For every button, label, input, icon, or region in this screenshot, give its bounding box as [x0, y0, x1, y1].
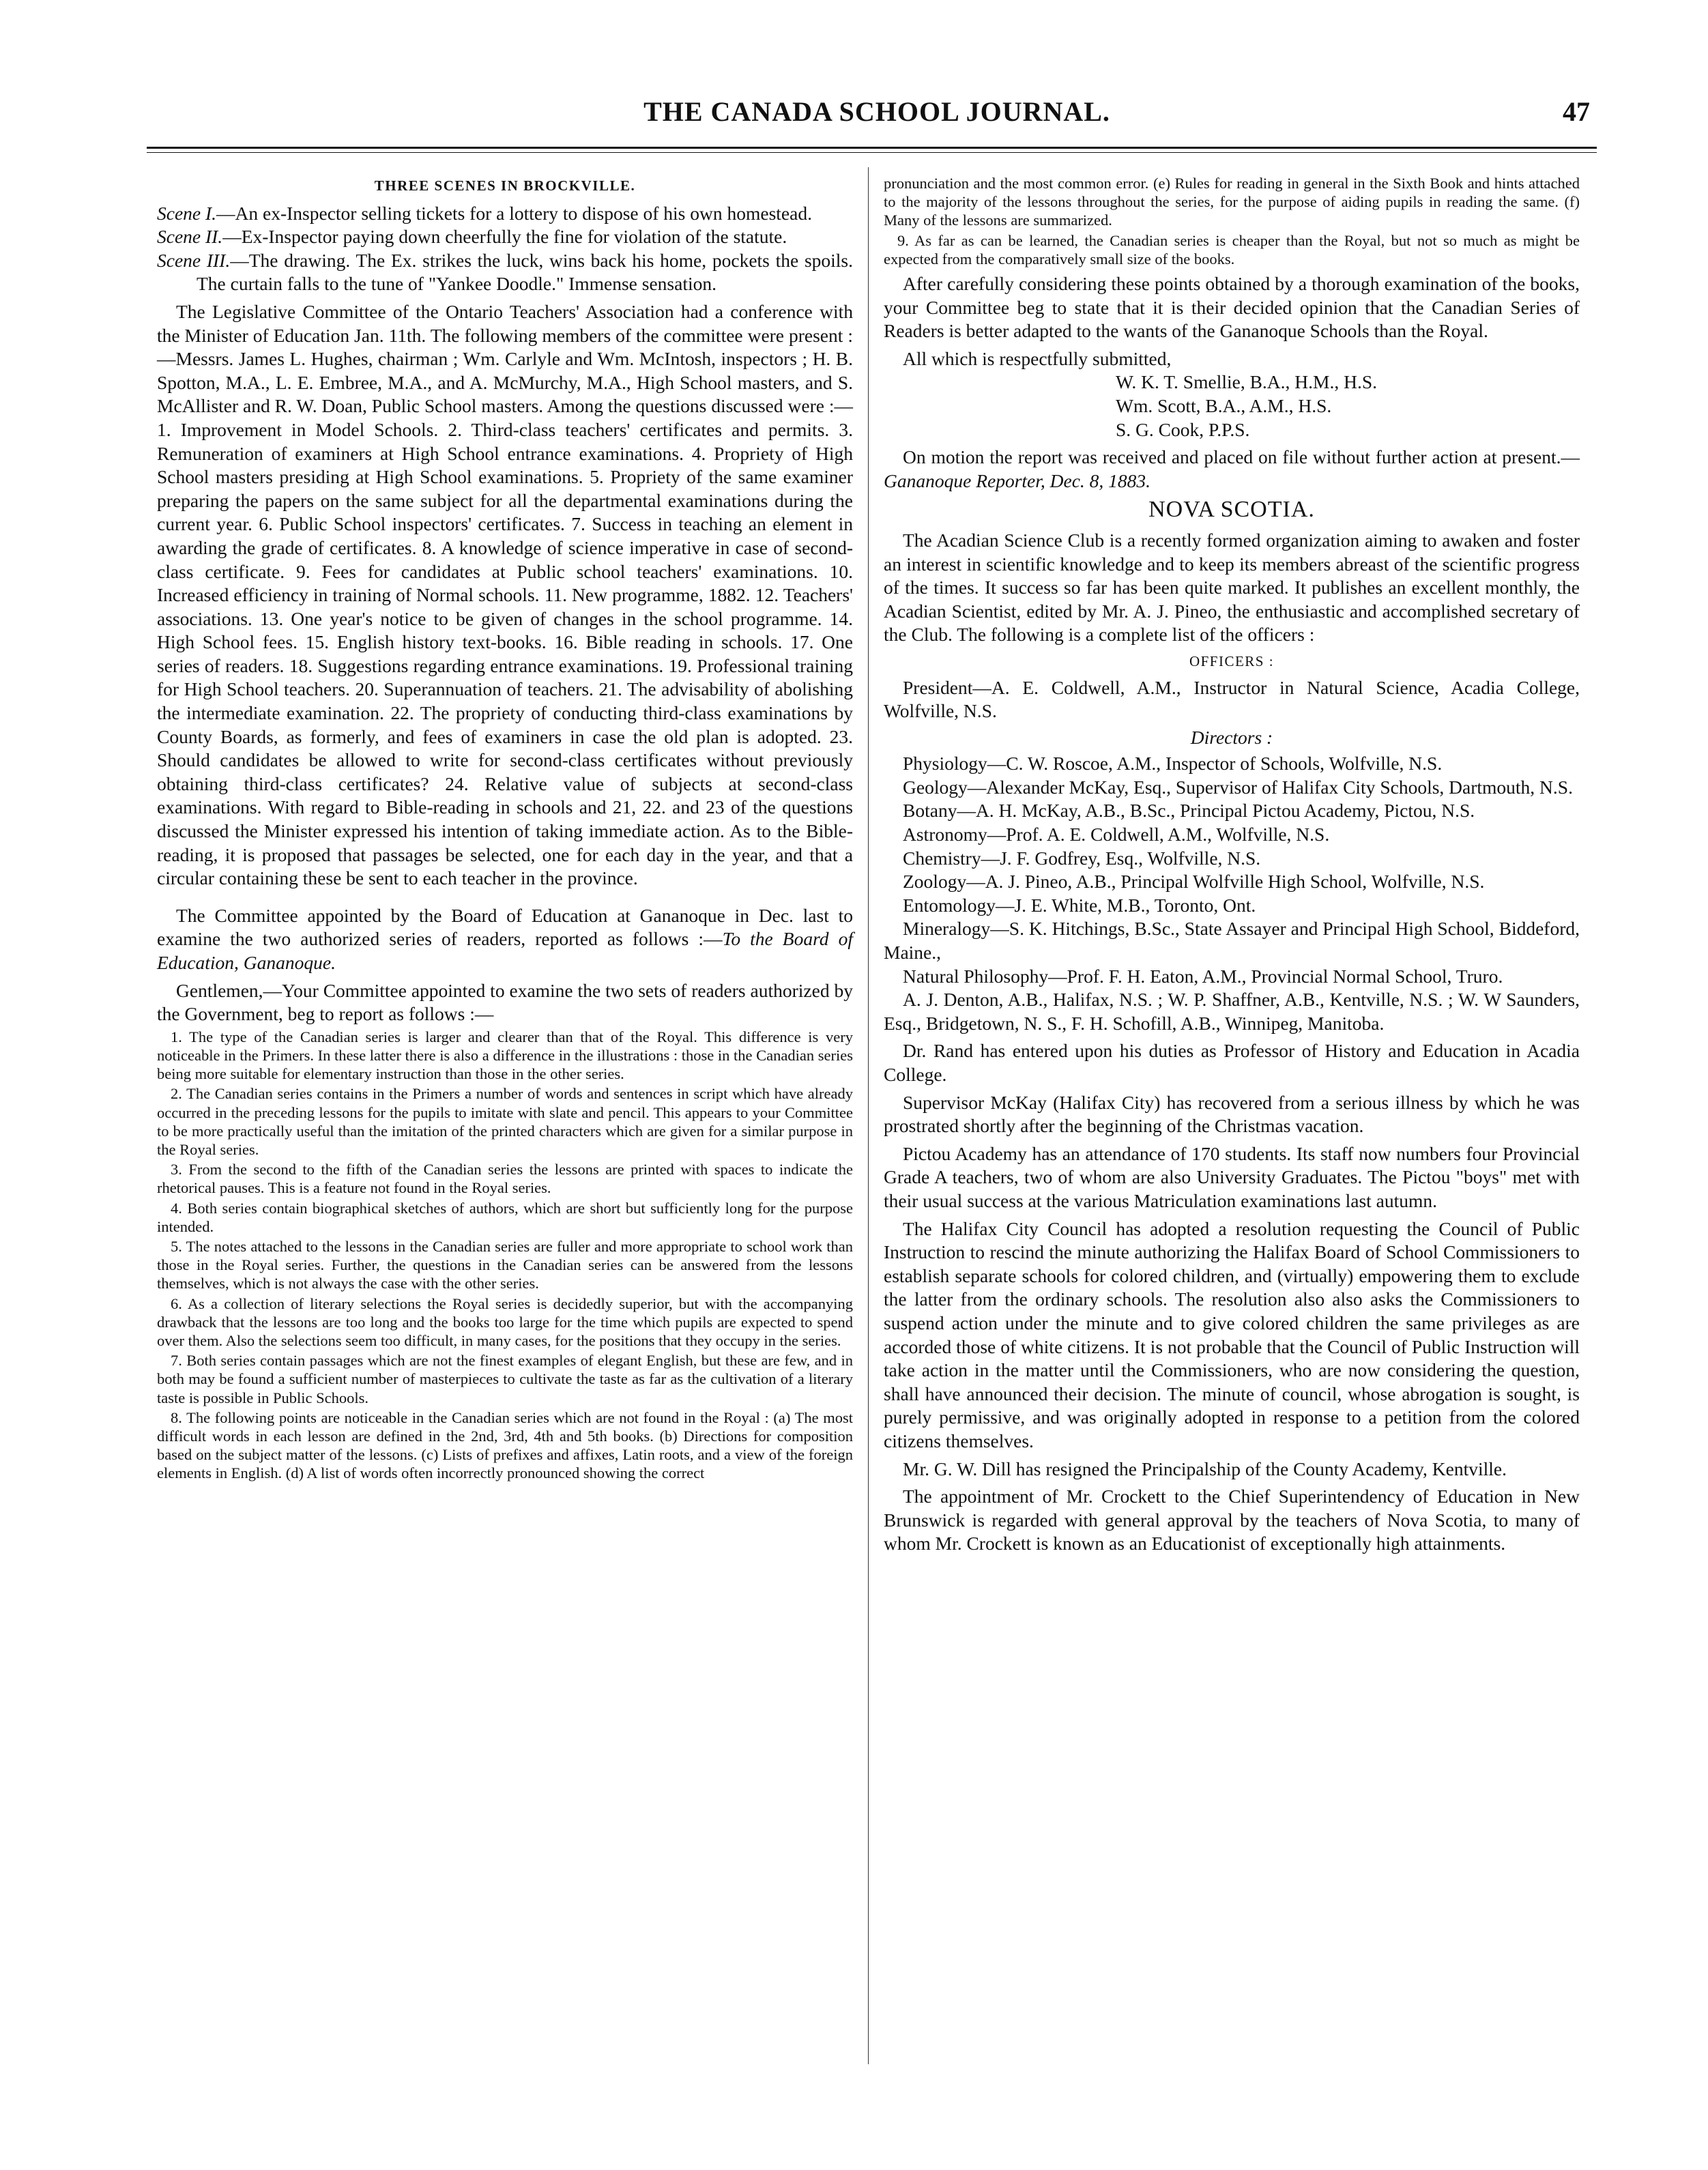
directors-label: Directors :: [1190, 726, 1273, 748]
right-column: [884, 174, 1580, 1556]
committee-intro-text: The Committee appointed by the Board of Education at Gananoque in Dec. last to examine the two authorized series of readers, reported as follows :—: [157, 904, 853, 950]
report-item: 7. Both series contain passages which are not the finest examples of elegant English, but these are few, and in both may be found a sufficient number of masterpieces to cultivate the taste as far as the cultivation of a literary taste is possible in Public Schools.: [157, 1352, 853, 1406]
signature-cook: S. G. Cook, P.P.S.: [1116, 418, 1250, 440]
page-number: 47: [1563, 96, 1590, 127]
paragraph-pictou: Pictou Academy has an attendance of 170 students. Its staff now numbers four Provincial Grade A teachers, two of whom are also University Graduates. The Pictou "boys" met with their usual success at the various Matriculation examinations last autumn.: [884, 1142, 1580, 1211]
report-item: 4. Both series contain biographical sketches of authors, which are short but sufficiently long for the purpose intended.: [157, 1199, 853, 1235]
scene-2-text: —Ex-Inspector paying down cheerfully the fine for violation of the statute.: [222, 226, 787, 248]
paragraph-motion: [884, 446, 1580, 493]
section-title-brockville: THREE SCENES IN BROCKVILLE.: [374, 177, 636, 194]
column-divider: [868, 167, 869, 2064]
scene-3: [157, 249, 853, 296]
scene-1-text: —An ex-Inspector selling tickets for a lottery to dispose of his own homestead.: [216, 202, 812, 224]
page-title: THE CANADA SCHOOL JOURNAL.: [643, 96, 1110, 127]
report-item: 2. The Canadian series contains in the Primers a number of words and sentences in script which have already occurred in the preceding lessons for the pupils to imitate with slate and pencil. This appears to your Committee to be more practically useful than the imitation of the printed characters which are given for a similar purpose in the Royal series.: [157, 1085, 853, 1158]
report-item: 3. From the second to the fifth of the Canadian series the lessons are printed with spaces to indicate the rhetorical pauses. This is a feature not found in the Royal series.: [157, 1161, 853, 1197]
director-entry: Entomology—J. E. White, M.B., Toronto, Ont.: [903, 894, 1256, 916]
officer-president: President—A. E. Coldwell, A.M., Instructor in Natural Science, Acadia College, Wolfville, N.S.: [884, 676, 1580, 722]
scene-3-text: —The drawing. The Ex. strikes the luck, wins back his home, pockets the spoils. The curtain falls to the tune of "Yankee Doodle." Immense sensation.: [197, 249, 854, 295]
paragraph-crockett: The appointment of Mr. Crockett to the Chief Superintendency of Education in New Brunswick is regarded with general approval by the teachers of Nova Scotia, to many of whom Mr. Crockett is known as an Educationist of exceptionally high attainments.: [884, 1486, 1580, 1554]
report-item: 5. The notes attached to the lessons in the Canadian series are fuller and more appropriate to school work than those in the Royal series. Further, the questions in the Canadian series can be answered from the lessons themselves, which is not always the case with the other series.: [157, 1238, 853, 1292]
scene-2-label: Scene II.: [157, 226, 223, 248]
paragraph-mckay: Supervisor McKay (Halifax City) has recovered from a serious illness by which he was prostrated shortly after the beginning of the Christmas vacation.: [884, 1091, 1580, 1137]
paragraph-submitted: All which is respectfully submitted,: [903, 347, 1172, 369]
report-items: [157, 1028, 853, 1483]
scene-1-label: Scene I.: [157, 202, 217, 224]
director-entry: Chemistry—J. F. Godfrey, Esq., Wolfville, N.S.: [903, 847, 1261, 869]
director-entry: Zoology—A. J. Pineo, A.B., Principal Wolfville High School, Wolfville, N.S.: [903, 871, 1485, 893]
paragraph-halifax-council: The Halifax City Council has adopted a resolution requesting the Council of Public Instruction to rescind the minute authorizing the Halifax Board of School Commissioners to establish separate schools for colored children, and (virtually) empowering them to exclude the latter from the ordinary schools. The resolution also also asks the Commissioners to suspend action under the minute and to give colored children the same privileges as are accorded those of white citizens. It is not probable that the Council of Public Instruction will take action in the matter until the Commissioners, who are now considering the question, shall have announced their decision. The minute of council, whose abrogation is sought, is purely permissive, and was originally adopted in response to a petition from the colored citizens themselves.: [884, 1217, 1580, 1451]
report-item-9: 9. As far as can be learned, the Canadian series is cheaper than the Royal, but not so much as might be expected from the comparatively small size of the books.: [884, 231, 1580, 267]
officers-label: OFFICERS :: [1189, 652, 1275, 669]
report-item: 8. The following points are noticeable in the Canadian series which are not found in the Royal : (a) The most difficult words in each lesson are defined in the 2nd, 3rd, 4th and 5th books. (b) Directions for composition based on the subject matter of the lessons. (c) Lists of prefixes and affixes, Latin roots, and a view of the foreign elements in English. (d) A list of words often incorrectly pronounced showing the correct: [157, 1408, 853, 1482]
motion-text: On motion the report was received and placed on file without further action at present.—: [903, 446, 1580, 468]
director-entry: Geology—Alexander McKay, Esq., Supervisor of Halifax City Schools, Dartmouth, N.S.: [903, 776, 1573, 798]
scene-2: [157, 225, 853, 249]
paragraph-after-considering: After carefully considering these points obtained by a thorough examination of the books, your Committee beg to state that it is their decided opinion that the Canadian Series of Readers is better adapted to the wants of the Gananoque Schools than the Royal.: [884, 273, 1580, 342]
paragraph-acadian-club: The Acadian Science Club is a recently formed organization aiming to awaken and foster an interest in scientific knowledge and to keep its members abreast of the scientific progress of the times. It success so far has been quite marked. It publishes an excellent monthly, the Acadian Scientist, edited by Mr. A. J. Pineo, the enthusiastic and accomplished secretary of the Club. The following is a complete list of the officers :: [884, 529, 1580, 646]
director-entry: Botany—A. H. McKay, A.B., B.Sc., Principal Pictou Academy, Pictou, N.S.: [903, 800, 1475, 822]
director-entry: Physiology—C. W. Roscoe, A.M., Inspector of Schools, Wolfville, N.S.: [903, 753, 1443, 775]
report-item-continued: pronunciation and the most common error. (e) Rules for reading in general in the Sixth Book and hints attached to the majority of the lessons throughout the series, for the purpose of aiding pupils in reading the same. (f) Many of the lessons are summarized.: [884, 175, 1580, 229]
director-entry: Natural Philosophy—Prof. F. H. Eaton, A.M., Provincial Normal School, Truro.: [903, 965, 1503, 987]
paragraph-rand: Dr. Rand has entered upon his duties as Professor of History and Education in Acadia College.: [884, 1040, 1580, 1086]
scene-3-label: Scene III.: [157, 249, 231, 271]
left-column: [157, 174, 853, 1483]
page-header: [157, 96, 1597, 143]
paragraph-legislative-committee: The Legislative Committee of the Ontario Teachers' Association had a conference with the Minister of Education Jan. 11th. The following members of the committee were present :—Messrs. James L. Hughes, chairman ; Wm. Carlyle and Wm. McIntosh, inspectors ; H. B. Spotton, M.A., L. E. Embree, M.A., and A. McMurchy, M.A., High School masters, and S. McAllister and R. W. Doan, Public School masters. Among the questions discussed were :—1. Improvement in Model Schools. 2. Third-class teachers' certificates and permits. 3. Remuneration of examiners at High School entrance examinations. 4. Propriety of High School masters presiding at High School examinations. 5. Propriety of the same examiner preparing the papers on the same subject for all the departmental examinations during the current year. 6. Public School inspectors' certificates. 7. Success in teaching an element in awarding the grade of certificates. 8. A knowledge of science imperative in case of second-class certificate. 9. Fees for candidates at Public school teachers' examinations. 10. Increased efficiency in training of Normal schools. 11. New programme, 1882. 12. Teachers' associations. 13. One year's notice to be given of changes in the school programme. 14. High School fees. 15. English history text-books. 16. Bible reading in schools. 17. One series of readers. 18. Suggestions regarding entrance examinations. 19. Professional training for High School teachers. 20. Superannuation of teachers. 21. The advisability of abolishing the intermediate examination. 22. The propriety of conducting third-class examinations by County Boards, as formerly, and fees of examiners in case the old plan is adopted. 23. Should candidates be allowed to write for second-class certificates without previously obtaining third-class certificates? 24. Relative value of subjects at second-class examinations. With regard to Bible-reading in schools and 21, 22. and 23 of the questions discussed the Minister expressed his intention of taking immediate action. As to the Bible-reading, it is proposed that passages be selected, one for each day in the year, and that a circular containing these be sent to each teacher in the province.: [157, 300, 853, 889]
report-item: 6. As a collection of literary selections the Royal series is decidedly superior, but with the accompanying drawback that the lessons are too long and the books too large for the time which pupils are expected to spend over them. Also the selections seem too difficult, in many cases, for the positions that they occupy in the series.: [157, 1294, 853, 1350]
scene-1: [157, 202, 853, 226]
paragraph-committee-intro: [157, 904, 853, 975]
signature-scott: Wm. Scott, B.A., A.M., H.S.: [1116, 394, 1332, 416]
report-item: 1. The type of the Canadian series is larger and clearer than that of the Royal. This difference is very noticeable in the Primers. In these latter there is also a difference in the illustrations : those in the Canadian series being more suitable for elementary instruction than those in the other series.: [157, 1028, 853, 1083]
paragraph-dill: Mr. G. W. Dill has resigned the Principalship of the County Academy, Kentville.: [903, 1458, 1507, 1479]
report-continued: [884, 174, 1580, 268]
paragraph-gentlemen: Gentlemen,—Your Committee appointed to examine the two sets of readers authorized by the Government, beg to report as follows :—: [157, 979, 853, 1025]
header-rule: [147, 147, 1597, 153]
spacer: [157, 891, 853, 900]
signature-smellie: W. K. T. Smellie, B.A., H.M., H.S.: [1116, 371, 1377, 393]
director-entry: Astronomy—Prof. A. E. Coldwell, A.M., Wolfville, N.S.: [903, 824, 1330, 845]
committee-addressee: To the Board of Education, Gananoque.: [157, 928, 853, 973]
director-entry: A. J. Denton, A.B., Halifax, N.S. ; W. P. Shaffner, A.B., Kentville, N.S. ; W. W Saunders, Esq., Bridgetown, N. S., F. H. Schofill, A.B., Winnipeg, Manitoba.: [884, 989, 1580, 1034]
director-entry: Mineralogy—S. K. Hitchings, B.Sc., State Assayer and Principal High School, Biddeford, Maine.,: [884, 918, 1580, 964]
section-title-nova-scotia: NOVA SCOTIA.: [1148, 497, 1315, 523]
motion-source: Gananoque Reporter, Dec. 8, 1883.: [884, 469, 1151, 491]
